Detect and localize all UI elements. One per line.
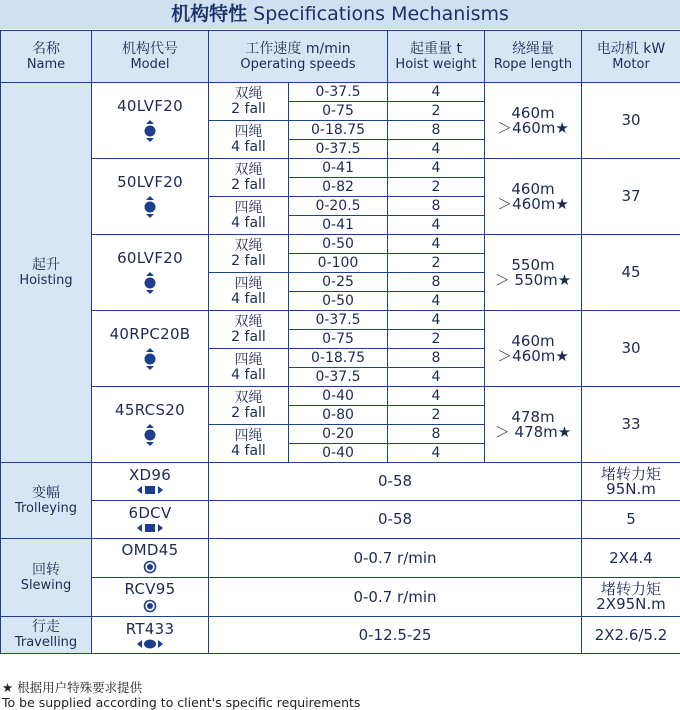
hoisting-model-cell bbox=[92, 235, 209, 311]
footnote bbox=[2, 680, 360, 710]
hoisting-model-cell bbox=[92, 311, 209, 387]
weight-value: 4 bbox=[388, 83, 485, 102]
rope-length-value: 550m bbox=[511, 255, 555, 274]
rope-length-optional: ＞ 478m★ bbox=[494, 422, 572, 441]
speed-value: 0-37.5 bbox=[289, 311, 388, 330]
speed-value: 0-18.75 bbox=[289, 121, 388, 140]
speed-value: 0-37.5 bbox=[289, 368, 388, 387]
hoisting-row bbox=[1, 159, 680, 178]
speed-value: 0-20.5 bbox=[289, 197, 388, 216]
trolley-left-right-icon bbox=[137, 523, 163, 533]
title-en: Specifications Mechanisms bbox=[253, 3, 509, 25]
rope-length-value: 478m bbox=[511, 407, 555, 426]
trolleying-name-en: Trolleying bbox=[14, 500, 78, 516]
fall-label-cell bbox=[209, 197, 289, 235]
motor-line-1: 2X4.4 bbox=[609, 548, 653, 567]
weight-value: 4 bbox=[388, 140, 485, 159]
hoisting-section bbox=[1, 83, 680, 463]
trolleying-speed-value: 0-58 bbox=[209, 501, 582, 539]
rope-length-optional: ＞460m★ bbox=[497, 118, 569, 137]
fall-label-cn: 四绳 bbox=[234, 351, 263, 368]
weight-value: 2 bbox=[388, 330, 485, 349]
slewing-row bbox=[1, 539, 680, 578]
weight-value: 4 bbox=[388, 311, 485, 330]
speed-value: 0-20 bbox=[289, 425, 388, 444]
motor-value: 30 bbox=[582, 83, 680, 159]
header-model: 机构代号 Model bbox=[92, 31, 209, 83]
slewing-row bbox=[1, 578, 680, 617]
weight-value: 2 bbox=[388, 178, 485, 197]
fall-label-en: 4 fall bbox=[231, 138, 266, 155]
fall-label-cell bbox=[209, 159, 289, 197]
hoisting-model-cell bbox=[92, 159, 209, 235]
trolleying-model-cell bbox=[92, 463, 209, 501]
hoist-up-down-icon bbox=[143, 348, 157, 370]
hoist-up-down-icon bbox=[143, 120, 157, 142]
travelling-model-cell bbox=[92, 617, 209, 654]
rope-length-value: 460m bbox=[511, 179, 555, 198]
weight-value: 4 bbox=[388, 216, 485, 235]
model-code: 45RCS20 bbox=[115, 401, 185, 419]
hoisting-model-cell bbox=[92, 387, 209, 463]
model-code: XD96 bbox=[128, 466, 172, 484]
motor-value: 45 bbox=[582, 235, 680, 311]
fall-label-cell bbox=[209, 273, 289, 311]
rope-length-cell bbox=[485, 311, 582, 387]
weight-value: 4 bbox=[388, 159, 485, 178]
fall-label-cn: 四绳 bbox=[234, 427, 263, 444]
weight-value: 8 bbox=[388, 425, 485, 444]
weight-value: 8 bbox=[388, 349, 485, 368]
model-code: RCV95 bbox=[124, 579, 176, 598]
slewing-name-cell bbox=[1, 539, 92, 617]
header-row bbox=[1, 31, 680, 83]
hoist-up-down-icon bbox=[143, 424, 157, 446]
fall-label-en: 4 fall bbox=[231, 442, 266, 459]
fall-label-cell bbox=[209, 349, 289, 387]
speed-value: 0-50 bbox=[289, 235, 388, 254]
speed-value: 0-75 bbox=[289, 102, 388, 121]
motor-value: 30 bbox=[582, 311, 680, 387]
slewing-model-cell bbox=[92, 578, 209, 617]
rope-length-cell bbox=[485, 83, 582, 159]
speed-value: 0-50 bbox=[289, 292, 388, 311]
speed-value: 0-18.75 bbox=[289, 349, 388, 368]
rope-length-cell bbox=[485, 235, 582, 311]
fall-label-cn: 双绳 bbox=[234, 237, 263, 254]
fall-label-en: 2 fall bbox=[231, 176, 266, 193]
fall-label-cn: 双绳 bbox=[234, 389, 263, 406]
hoisting-model-cell bbox=[92, 83, 209, 159]
hoisting-name-cn: 起升 bbox=[32, 256, 60, 273]
travelling-motor-value: 2X2.6/5.2 bbox=[582, 617, 680, 654]
fall-label-en: 2 fall bbox=[231, 100, 266, 117]
travelling-name-en: Travelling bbox=[14, 635, 78, 650]
speed-value: 0-41 bbox=[289, 216, 388, 235]
trolleying-speed-value: 0-58 bbox=[209, 463, 582, 501]
slewing-name-cn: 回转 bbox=[32, 561, 60, 578]
fall-label-en: 2 fall bbox=[231, 252, 266, 269]
rope-length-optional: ＞460m★ bbox=[497, 346, 569, 365]
rope-length-value: 460m bbox=[511, 331, 555, 350]
motor-value: 33 bbox=[582, 387, 680, 463]
motor-line-2: 95N.m bbox=[606, 479, 656, 498]
fall-label-cell bbox=[209, 235, 289, 273]
weight-value: 4 bbox=[388, 292, 485, 311]
rope-length-value: 460m bbox=[511, 103, 555, 122]
hoisting-row bbox=[1, 387, 680, 406]
weight-value: 4 bbox=[388, 444, 485, 463]
model-code: RT433 bbox=[125, 619, 175, 638]
fall-label-cn: 四绳 bbox=[234, 123, 263, 140]
model-code: 6DCV bbox=[128, 504, 172, 522]
fall-label-en: 4 fall bbox=[231, 366, 266, 383]
slewing-motor-cell bbox=[582, 578, 680, 617]
speed-value: 0-80 bbox=[289, 406, 388, 425]
footnote-cn: ★ 根据用户特殊要求提供 bbox=[2, 680, 143, 695]
trolleying-motor-cell bbox=[582, 501, 680, 539]
page-title bbox=[0, 0, 680, 29]
header-weight: 起重量 t Hoist weight bbox=[388, 31, 485, 83]
other-sections bbox=[1, 463, 680, 654]
motor-line-1: 堵转力矩 bbox=[601, 580, 662, 598]
model-code: 50LVF20 bbox=[117, 173, 183, 191]
rope-length-cell bbox=[485, 159, 582, 235]
hoisting-name-cell bbox=[1, 83, 92, 463]
motor-line-1: 堵转力矩 bbox=[601, 464, 662, 483]
travelling-speed-value: 0-12.5-25 bbox=[209, 617, 582, 654]
speed-value: 0-82 bbox=[289, 178, 388, 197]
weight-value: 4 bbox=[388, 387, 485, 406]
hoisting-row bbox=[1, 83, 680, 102]
title-cn: 机构特性 bbox=[171, 3, 248, 25]
speed-value: 0-40 bbox=[289, 387, 388, 406]
model-code: 60LVF20 bbox=[117, 249, 183, 267]
model-code: OMD45 bbox=[121, 540, 179, 559]
rope-length-optional: ＞460m★ bbox=[497, 194, 569, 213]
slewing-name-en: Slewing bbox=[20, 577, 72, 593]
fall-label-cell bbox=[209, 121, 289, 159]
slewing-model-cell bbox=[92, 539, 209, 578]
travelling-name-cell bbox=[1, 617, 92, 654]
fall-label-en: 4 fall bbox=[231, 214, 266, 231]
trolleying-row bbox=[1, 501, 680, 539]
trolleying-motor-cell bbox=[582, 463, 680, 501]
footnote-en: To be supplied according to client's specific requirements bbox=[2, 695, 361, 710]
slewing-rotate-icon bbox=[143, 599, 157, 613]
speed-value: 0-25 bbox=[289, 273, 388, 292]
weight-value: 8 bbox=[388, 197, 485, 216]
fall-label-en: 2 fall bbox=[231, 404, 266, 421]
header-name: 名称 Name bbox=[1, 31, 92, 83]
fall-label-cell bbox=[209, 83, 289, 121]
speed-value: 0-40 bbox=[289, 444, 388, 463]
weight-value: 2 bbox=[388, 254, 485, 273]
slewing-rotate-icon bbox=[143, 560, 157, 574]
weight-value: 4 bbox=[388, 368, 485, 387]
weight-value: 2 bbox=[388, 102, 485, 121]
hoist-up-down-icon bbox=[143, 196, 157, 218]
header-rope: 绕绳量 Rope length bbox=[485, 31, 582, 83]
travelling-name-cn: 行走 bbox=[32, 619, 60, 635]
fall-label-cn: 双绳 bbox=[234, 161, 263, 178]
fall-label-cn: 四绳 bbox=[234, 275, 263, 292]
trolley-left-right-icon bbox=[137, 485, 163, 495]
fall-label-en: 2 fall bbox=[231, 328, 266, 345]
weight-value: 2 bbox=[388, 406, 485, 425]
fall-label-cell bbox=[209, 387, 289, 425]
fall-label-cn: 双绳 bbox=[234, 85, 263, 102]
trolleying-row bbox=[1, 463, 680, 501]
motor-line-1: 5 bbox=[626, 510, 636, 528]
model-code: 40LVF20 bbox=[117, 97, 183, 115]
fall-label-cn: 四绳 bbox=[234, 199, 263, 216]
rope-length-cell bbox=[485, 387, 582, 463]
fall-label-en: 4 fall bbox=[231, 290, 266, 307]
travel-left-right-icon bbox=[137, 639, 163, 649]
hoisting-row bbox=[1, 311, 680, 330]
speed-value: 0-75 bbox=[289, 330, 388, 349]
model-code: 40RPC20B bbox=[109, 325, 191, 343]
motor-line-2: 2X95N.m bbox=[596, 595, 666, 613]
weight-value: 8 bbox=[388, 121, 485, 140]
trolleying-name-cn: 变幅 bbox=[32, 484, 60, 501]
hoisting-row bbox=[1, 235, 680, 254]
slewing-speed-value: 0-0.7 r/min bbox=[209, 578, 582, 617]
specifications-table bbox=[0, 30, 680, 654]
header-motor: 电动机 kW Motor bbox=[582, 31, 680, 83]
speed-value: 0-100 bbox=[289, 254, 388, 273]
fall-label-cn: 双绳 bbox=[234, 313, 263, 330]
trolleying-model-cell bbox=[92, 501, 209, 539]
fall-label-cell bbox=[209, 311, 289, 349]
weight-value: 4 bbox=[388, 235, 485, 254]
fall-label-cell bbox=[209, 425, 289, 463]
hoist-up-down-icon bbox=[143, 272, 157, 294]
slewing-speed-value: 0-0.7 r/min bbox=[209, 539, 582, 578]
speed-value: 0-37.5 bbox=[289, 83, 388, 102]
weight-value: 8 bbox=[388, 273, 485, 292]
speed-value: 0-41 bbox=[289, 159, 388, 178]
trolleying-name-cell bbox=[1, 463, 92, 539]
travelling-row bbox=[1, 617, 680, 654]
slewing-motor-cell bbox=[582, 539, 680, 578]
speed-value: 0-37.5 bbox=[289, 140, 388, 159]
hoisting-name-en: Hoisting bbox=[19, 272, 73, 288]
rope-length-optional: ＞ 550m★ bbox=[494, 270, 572, 289]
motor-value: 37 bbox=[582, 159, 680, 235]
header-speed: 工作速度 m/min Operating speeds bbox=[209, 31, 388, 83]
